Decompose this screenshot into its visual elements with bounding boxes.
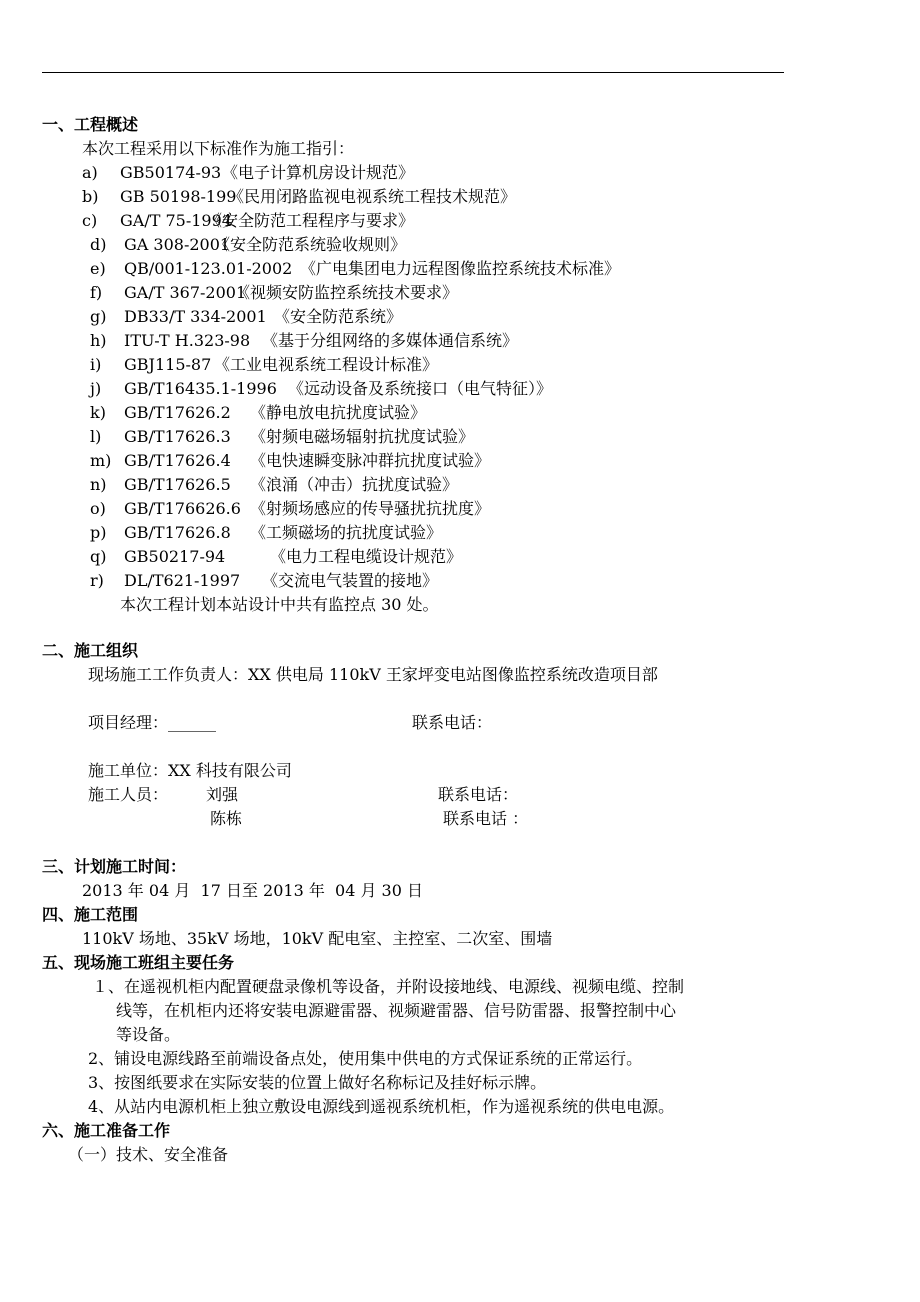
project-manager-label: 项目经理：______ — [88, 713, 217, 732]
standard-letter: p) — [90, 523, 107, 542]
construction-unit: 施工单位：XX 科技有限公司 — [88, 761, 292, 780]
schedule-date: 2013 年 04 月 17 日至 2013 年 04 月 30 日 — [82, 881, 423, 900]
standard-title: 《民用闭路监视电视系统工程技术规范》 — [228, 187, 517, 206]
header-rule — [42, 72, 784, 73]
standard-title: 《交流电气装置的接地》 — [262, 571, 439, 590]
standard-letter: b) — [82, 187, 99, 206]
staff-name: 陈栋 — [210, 809, 243, 828]
standard-letter: q) — [90, 547, 107, 566]
standard-code: GB/T176626.6 — [124, 499, 241, 518]
standard-code: GB 50198-199 — [120, 187, 237, 206]
standard-code: GB/T17626.8 — [124, 523, 231, 542]
task-line: 等设备。 — [116, 1025, 181, 1044]
standard-letter: o) — [90, 499, 106, 518]
staff-label: 施工人员： — [88, 785, 169, 804]
standard-code: GB/T16435.1-1996 — [124, 379, 277, 398]
section-heading: 六、施工准备工作 — [42, 1121, 171, 1140]
standard-code: GA 308-2001 — [124, 235, 231, 254]
standard-title: 《射频场感应的传导骚扰抗扰度》 — [250, 499, 491, 518]
standard-title: 《视频安防监控系统技术要求》 — [234, 283, 459, 302]
standard-code: QB/001-123.01-2002 — [124, 259, 293, 278]
standard-code: GB50174-93 — [120, 163, 222, 182]
staff-phone: 联系电话： — [438, 785, 519, 804]
standard-letter: r) — [90, 571, 104, 590]
standard-letter: j) — [90, 379, 102, 398]
scope-text: 110kV 场地、35kV 场地，10kV 配电室、主控室、二次室、围墙 — [82, 929, 553, 948]
standard-letter: k) — [90, 403, 106, 422]
standard-letter: m) — [90, 451, 112, 470]
section-heading: 二、施工组织 — [42, 641, 139, 660]
task-line: 线等，在机柜内还将安装电源避雷器、视频避雷器、信号防雷器、报警控制中心 — [116, 1001, 677, 1020]
standard-title: 《工业电视系统工程设计标准》 — [214, 355, 439, 374]
standard-title: 《电力工程电缆设计规范》 — [270, 547, 463, 566]
standard-letter: i) — [90, 355, 102, 374]
standard-code: GBJ115-87 — [124, 355, 212, 374]
section-heading: 四、施工范围 — [42, 905, 139, 924]
standard-letter: h) — [90, 331, 107, 350]
standard-title: 《电子计算机房设计规范》 — [222, 163, 415, 182]
standard-title: 《安全防范工程程序与要求》 — [206, 211, 415, 230]
task-line: 3、按图纸要求在实际安装的位置上做好名称标记及挂好标示牌。 — [88, 1073, 547, 1092]
standard-title: 《浪涌（冲击）抗扰度试验》 — [250, 475, 459, 494]
staff-phone: 联系电话 ： — [443, 809, 529, 828]
intro-text: 本次工程采用以下标准作为施工指引： — [82, 139, 355, 158]
standard-code: GB50217-94 — [124, 547, 226, 566]
standard-letter: g) — [90, 307, 107, 326]
standard-title: 《静电放电抗扰度试验》 — [250, 403, 427, 422]
standard-title: 《电快速瞬变脉冲群抗扰度试验》 — [250, 451, 491, 470]
staff-name: 刘强 — [206, 785, 239, 804]
standard-letter: n) — [90, 475, 107, 494]
subsection-heading: （一）技术、安全准备 — [68, 1145, 229, 1164]
section-heading: 一、工程概述 — [42, 115, 139, 134]
standard-title: 《远动设备及系统接口（电气特征）》 — [288, 379, 553, 398]
project-manager-phone: 联系电话： — [412, 713, 493, 732]
standard-letter: l) — [90, 427, 102, 446]
standard-code: GB/T17626.5 — [124, 475, 231, 494]
standard-letter: c) — [82, 211, 98, 230]
standard-letter: d) — [90, 235, 107, 254]
standard-title: 《安全防范系统验收规则》 — [214, 235, 407, 254]
standard-title: 《基于分组网络的多媒体通信系统》 — [262, 331, 519, 350]
standard-letter: f) — [90, 283, 103, 302]
task-line: 4、从站内电源机柜上独立敷设电源线到遥视系统机柜，作为遥视系统的供电电源。 — [88, 1097, 675, 1116]
standard-code: GA/T 75-1994 — [120, 211, 232, 230]
section-heading: 五、现场施工班组主要任务 — [42, 953, 235, 972]
standard-code: GB/T17626.3 — [124, 427, 231, 446]
standard-code: DL/T621-1997 — [124, 571, 241, 590]
task-line: １、在遥视机柜内配置硬盘录像机等设备，并附设接地线、电源线、视频电缆、控制 — [92, 977, 685, 996]
task-line: 2、铺设电源线路至前端设备点处，使用集中供电的方式保证系统的正常运行。 — [88, 1049, 643, 1068]
standard-code: GB/T17626.4 — [124, 451, 231, 470]
standard-title: 《工频磁场的抗扰度试验》 — [250, 523, 443, 542]
section-heading: 三、计划施工时间： — [42, 857, 187, 876]
leader-text: 现场施工工作负责人：XX 供电局 110kV 王家坪变电站图像监控系统改造项目部 — [88, 665, 658, 684]
standard-letter: a) — [82, 163, 98, 182]
standard-title: 《广电集团电力远程图像监控系统技术标准》 — [300, 259, 621, 278]
standard-letter: e) — [90, 259, 106, 278]
standard-code: ITU-T H.323-98 — [124, 331, 251, 350]
standard-title: 《安全防范系统》 — [274, 307, 403, 326]
standard-title: 《射频电磁场辐射抗扰度试验》 — [250, 427, 475, 446]
standard-code: GB/T17626.2 — [124, 403, 231, 422]
standard-code: GA/T 367-2001 — [124, 283, 247, 302]
standard-code: DB33/T 334-2001 — [124, 307, 267, 326]
summary-text: 本次工程计划本站设计中共有监控点 30 处。 — [120, 595, 439, 614]
